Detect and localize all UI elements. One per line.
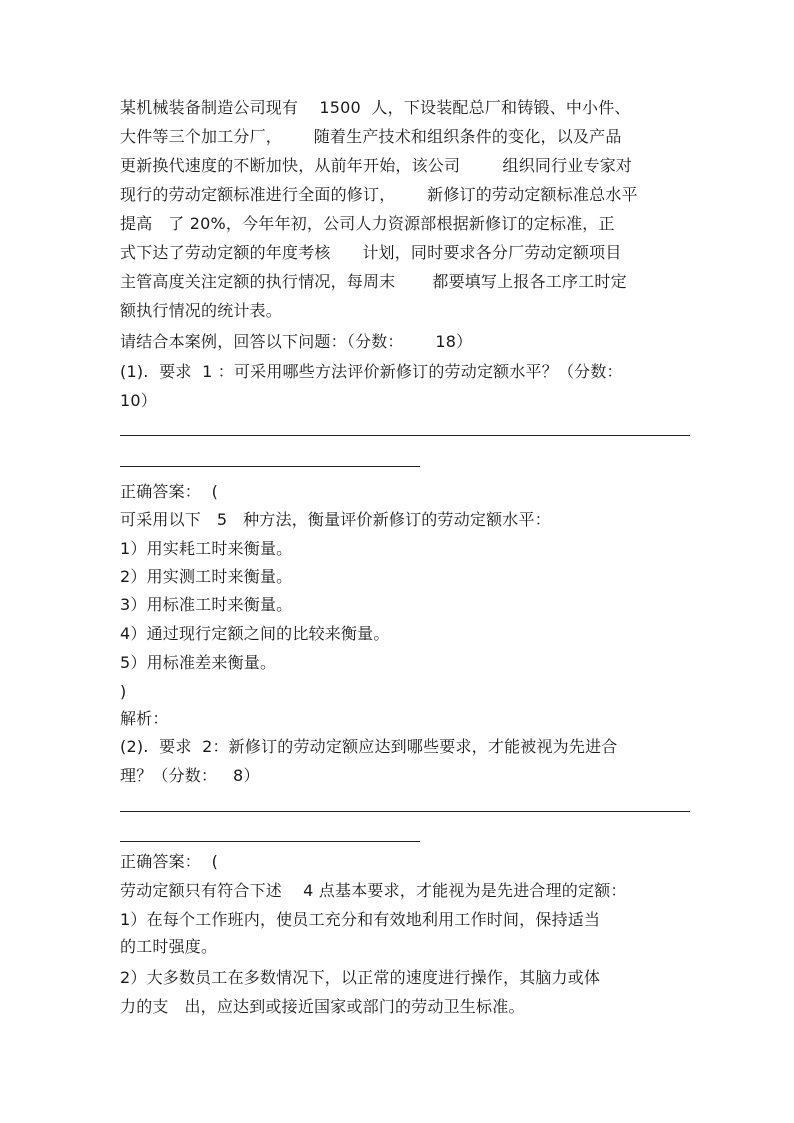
answer-item: 的工时强度。 xyxy=(120,937,218,956)
answer-intro: 可采用以下 5 种方法，衡量评价新修订的劳动定额水平： xyxy=(120,510,551,529)
answer-item: 3）用标准工时来衡量。 xyxy=(120,595,293,614)
answer-item: 2）大多数员工在多数情况下，以正常的速度进行操作，其脑力或体 xyxy=(120,968,601,987)
correct-answer-label: 正确答案： ( xyxy=(120,852,219,871)
answer-blank-line xyxy=(120,435,690,436)
question-1-text: (1). 要求 1 ：可采用哪些方法评价新修订的劳动定额水平？（分数： xyxy=(120,362,623,381)
answer-intro: 劳动定额只有符合下述 4 点基本要求，才能视为是先进合理的定额： xyxy=(120,881,627,900)
answer-blank-line xyxy=(120,466,420,467)
question-1-text: 10） xyxy=(120,391,157,410)
correct-answer-label: 正确答案： ( xyxy=(120,482,219,501)
intro-line: 现行的劳动定额标准进行全面的修订， 新修订的劳动定额标准总水平 xyxy=(120,185,638,204)
answer-item: 5）用标准差来衡量。 xyxy=(120,653,277,672)
intro-line: 某机械装备制造公司现有 1500 人，下设装配总厂和铸锻、中小件、 xyxy=(120,98,631,117)
intro-line: 提高 了 20%，今年年初，公司人力资源部根据新修订的定标准，正 xyxy=(120,214,615,233)
answer-item: 1）用实耗工时来衡量。 xyxy=(120,539,293,558)
answer-item: 力的支 出，应达到或接近国家或部门的劳动卫生标准。 xyxy=(120,997,525,1016)
intro-line: 主管高度关注定额的执行情况，每周末 都要填写上报各工序工时定 xyxy=(120,272,627,291)
question-prompt: 请结合本案例，回答以下问题：（分数： 18） xyxy=(120,332,473,351)
answer-item: 1）在每个工作班内，使员工充分和有效地利用工作时间，保持适当 xyxy=(120,910,601,929)
intro-line: 式下达了劳动定额的年度考核 计划，同时要求各分厂劳动定额项目 xyxy=(120,243,622,262)
question-2-text: 理？（分数： 8） xyxy=(120,766,260,785)
analysis-label: 解析： xyxy=(120,709,169,728)
intro-line: 额执行情况的统计表。 xyxy=(120,301,283,320)
question-2-text: (2). 要求 2：新修订的劳动定额应达到哪些要求，才能被视为先进合 xyxy=(120,737,618,756)
answer-blank-line xyxy=(120,841,420,842)
answer-item: 4）通过现行定额之间的比较来衡量。 xyxy=(120,624,390,643)
intro-line: 更新换代速度的不断加快，从前年开始，该公司 组织同行业专家对 xyxy=(120,156,633,175)
answer-item: 2）用实测工时来衡量。 xyxy=(120,567,293,586)
answer-blank-line xyxy=(120,811,690,812)
intro-line: 大件等三个加工分厂， 随着生产技术和组织条件的变化，以及产品 xyxy=(120,127,622,146)
answer-close: ) xyxy=(120,682,127,701)
